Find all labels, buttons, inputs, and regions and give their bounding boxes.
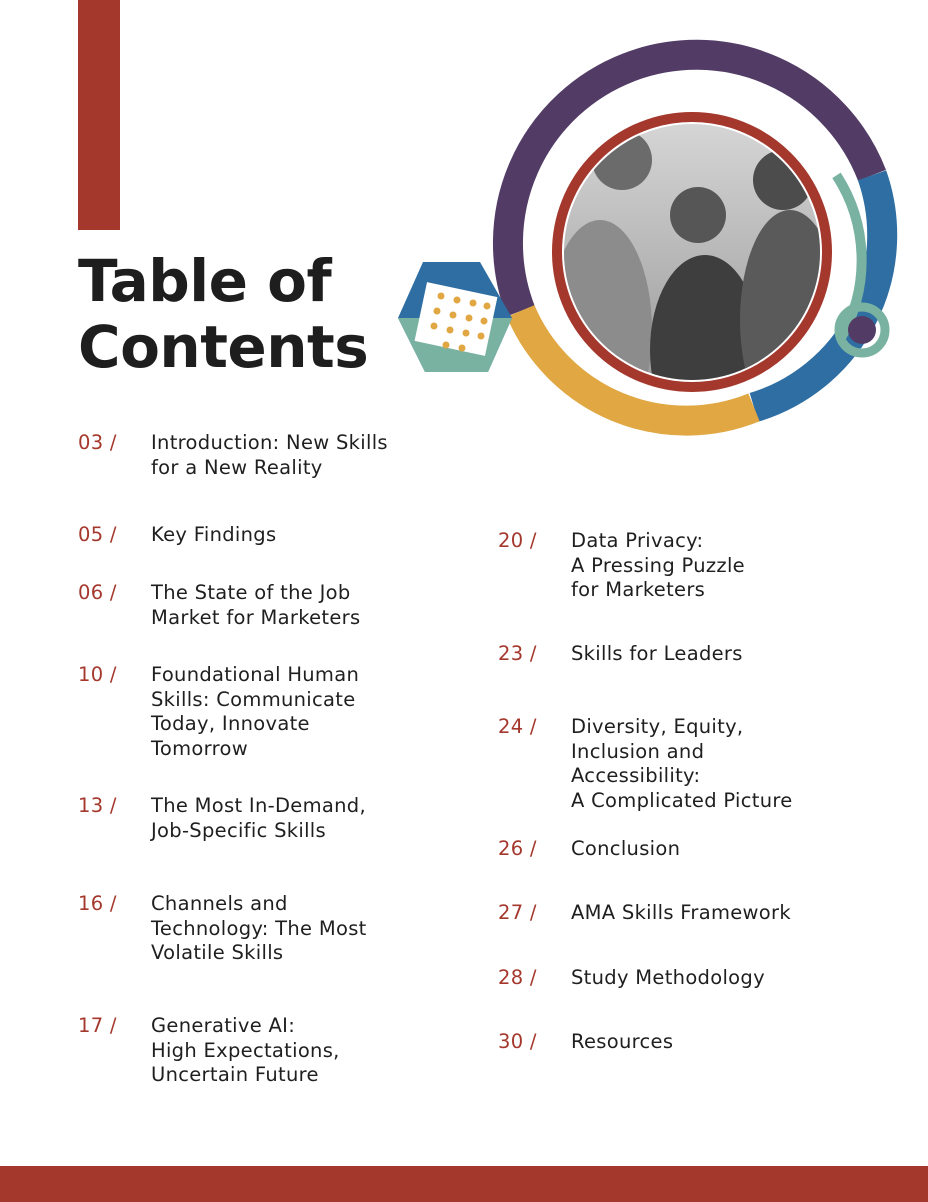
toc-entry[interactable] xyxy=(78,892,367,966)
toc-page-number: 05 / xyxy=(78,523,117,546)
bottom-accent-bar xyxy=(0,1166,928,1202)
toc-title: Generative AI: High Expectations, Uncertain Future xyxy=(151,1014,340,1086)
toc-entry[interactable] xyxy=(498,837,680,862)
toc-title: Foundational Human Skills: Communicate Today, Innovate Tomorrow xyxy=(151,663,360,760)
toc-page-number: 27 / xyxy=(498,901,537,924)
dotted-hexagon-icon xyxy=(398,262,512,372)
toc-page-number: 17 / xyxy=(78,1014,117,1037)
toc-entry[interactable] xyxy=(498,715,793,813)
toc-entry[interactable] xyxy=(78,663,359,761)
page-title-line1: Table of xyxy=(78,247,332,315)
toc-page-number: 26 / xyxy=(498,837,537,860)
toc-title: Skills for Leaders xyxy=(571,642,743,665)
toc-page-number: 28 / xyxy=(498,966,537,989)
toc-entry[interactable] xyxy=(498,901,791,926)
toc-title: AMA Skills Framework xyxy=(571,901,791,924)
toc-entry[interactable] xyxy=(78,581,360,630)
toc-entry[interactable] xyxy=(498,966,765,991)
page-title xyxy=(78,248,368,380)
toc-title: Study Methodology xyxy=(571,966,765,989)
toc-entry[interactable] xyxy=(78,431,388,480)
toc-entry[interactable] xyxy=(78,523,276,548)
small-purple-dot xyxy=(848,316,876,344)
toc-title: Resources xyxy=(571,1030,674,1053)
toc-title: Data Privacy: A Pressing Puzzle for Marketers xyxy=(571,529,745,601)
toc-entry[interactable] xyxy=(78,1014,340,1088)
top-accent-bar xyxy=(78,0,120,230)
toc-page-number: 23 / xyxy=(498,642,537,665)
toc-page-number: 03 / xyxy=(78,431,117,454)
toc-entry[interactable] xyxy=(78,794,366,843)
toc-title: The State of the Job Market for Marketers xyxy=(151,581,361,629)
toc-title: Key Findings xyxy=(151,523,277,546)
toc-entry[interactable] xyxy=(498,642,743,667)
toc-page-number: 24 / xyxy=(498,715,537,738)
toc-entry[interactable] xyxy=(498,1030,673,1055)
toc-page-number: 10 / xyxy=(78,663,117,686)
toc-title: Conclusion xyxy=(571,837,681,860)
toc-page-number: 06 / xyxy=(78,581,117,604)
photo-ring-decoration xyxy=(380,30,920,450)
toc-title: Channels and Technology: The Most Volatile Skills xyxy=(151,892,367,964)
toc-page-number: 30 / xyxy=(498,1030,537,1053)
toc-entry[interactable] xyxy=(498,529,745,603)
page-title-line2: Contents xyxy=(78,313,369,381)
toc-page-number: 13 / xyxy=(78,794,117,817)
toc-title: The Most In-Demand, Job-Specific Skills xyxy=(151,794,366,842)
toc-title: Diversity, Equity, Inclusion and Accessibility: A Complicated Picture xyxy=(571,715,793,812)
toc-title: Introduction: New Skills for a New Reality xyxy=(151,431,388,479)
toc-page-number: 20 / xyxy=(498,529,537,552)
toc-page-number: 16 / xyxy=(78,892,117,915)
